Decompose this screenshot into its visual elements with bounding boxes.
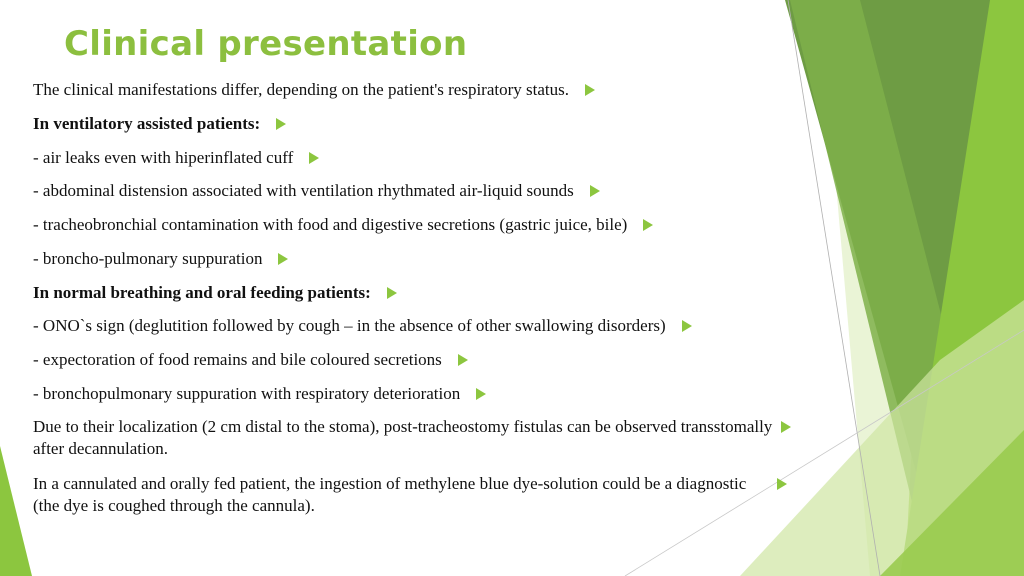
triangle-right-icon [276, 118, 286, 130]
bullet-text: - bronchopulmonary suppuration with respiratory deterioration [33, 384, 461, 403]
bullet-ventilated-heading [33, 113, 286, 135]
triangle-right-icon [682, 320, 692, 332]
bullet-text: In normal breathing and oral feeding patients: [33, 283, 371, 302]
bullet-text: In ventilatory assisted patients: [33, 114, 261, 133]
triangle-right-icon [643, 219, 653, 231]
triangle-right-icon [387, 287, 397, 299]
bullet-text: - tracheobronchial contamination with food and digestive secretions (gastric juice, bile) [33, 215, 628, 234]
bullet-methylene-blue [33, 473, 773, 517]
bullet-localization [33, 416, 773, 460]
triangle-right-icon [278, 253, 288, 265]
triangle-right-icon [781, 421, 791, 433]
triangle-right-icon [309, 152, 319, 164]
bullet-text: Due to their localization (2 cm distal to the stoma), post-tracheostomy fistulas can be observed transstomally after decannulation. [33, 417, 773, 458]
bullet-expectoration [33, 349, 468, 371]
triangle-right-icon [585, 84, 595, 96]
bullet-intro [33, 79, 595, 101]
deco-shape-bottom-left [0, 446, 32, 576]
bullet-text: - ONO`s sign (deglutition followed by cough – in the absence of other swallowing disorders) [33, 316, 666, 335]
slide-title: Clinical presentation [64, 24, 468, 64]
bullet-normal-breathing-heading [33, 282, 397, 304]
bullet-ono-sign [33, 315, 692, 337]
bullet-abdominal-distension [33, 180, 600, 202]
triangle-right-icon [458, 354, 468, 366]
bullet-air-leaks [33, 147, 319, 169]
bullet-tracheobronchial-contamination [33, 214, 653, 236]
triangle-right-icon [476, 388, 486, 400]
bullet-text: In a cannulated and orally fed patient, the ingestion of methylene blue dye-solution could be a diagnostic (the dye is coughed through the cannula). [33, 474, 747, 515]
triangle-right-icon [590, 185, 600, 197]
bullet-text: - abdominal distension associated with ventilation rhythmated air-liquid sounds [33, 181, 574, 200]
bullet-text: - air leaks even with hiperinflated cuff [33, 148, 294, 167]
bullet-bronchopulmonary-suppuration [33, 383, 486, 405]
bullet-broncho-pulmonary-suppuration [33, 248, 288, 270]
triangle-right-icon [777, 478, 787, 490]
bullet-text: - expectoration of food remains and bile coloured secretions [33, 350, 442, 369]
bullet-text: The clinical manifestations differ, depending on the patient's respiratory status. [33, 80, 569, 99]
bullet-text: - broncho-pulmonary suppuration [33, 249, 263, 268]
